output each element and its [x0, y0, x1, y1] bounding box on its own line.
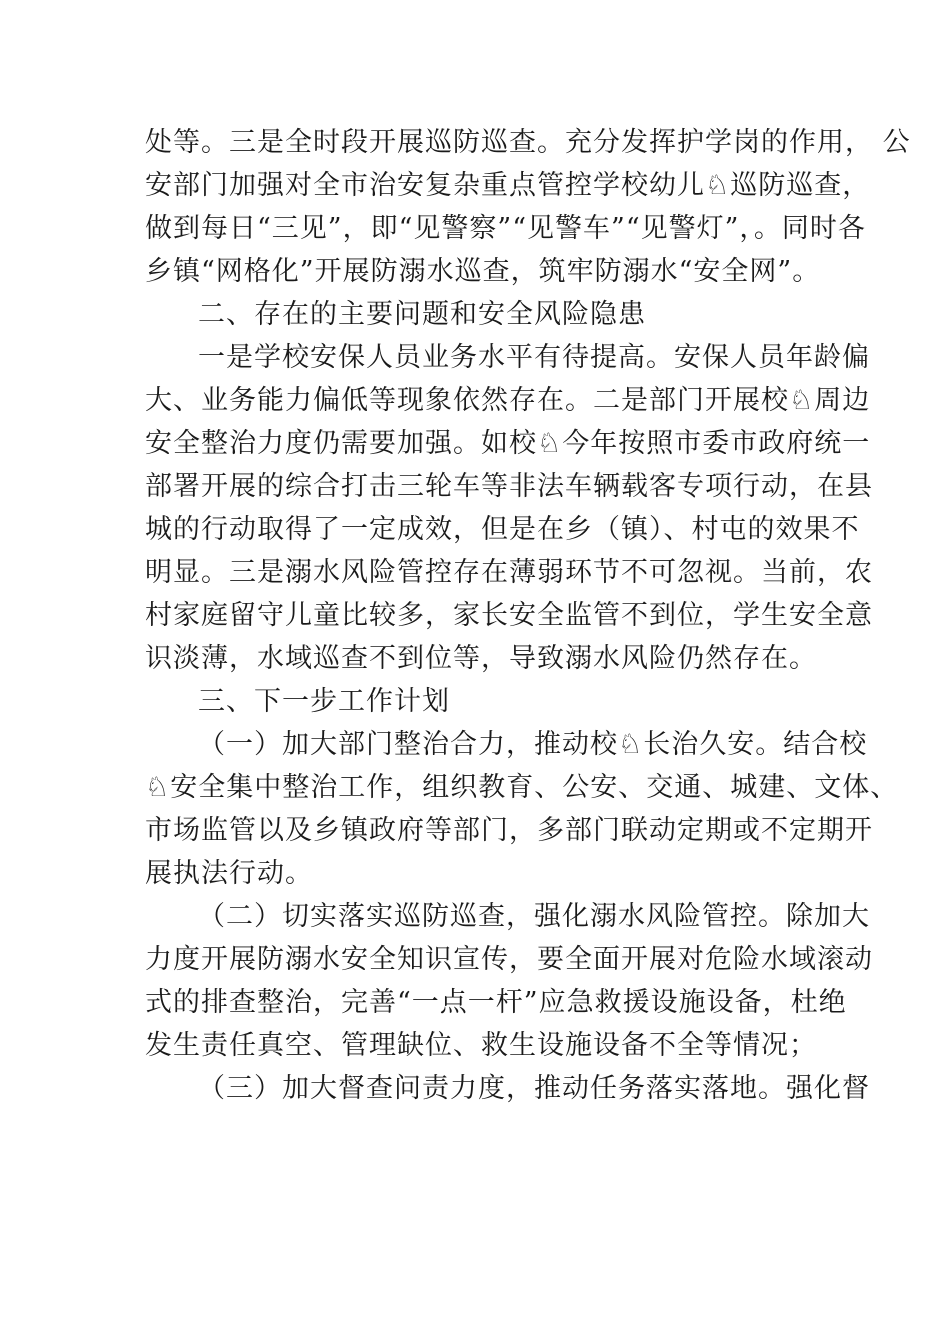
text-line: 安全整治力度仍需要加强。如校♘今年按照市委市政府统一	[145, 428, 871, 459]
text-line: 大、业务能力偏低等现象依然存在。二是部门开展校♘周边	[145, 385, 871, 416]
text-line: 部署开展的综合打击三轮车等非法车辆载客专项行动，在县	[145, 471, 873, 502]
text-line: 识淡薄，水域巡查不到位等，导致溺水风险仍然存在。	[145, 643, 817, 674]
text-line: （二）切实落实巡防巡查，强化溺水风险管控。除加大	[198, 901, 870, 932]
text-line: 式的排查整治，完善“一点一杆”应急救援设施设备，杜绝	[145, 987, 847, 1018]
text-line: 一是学校安保人员业务水平有待提高。安保人员年龄偏	[198, 342, 870, 373]
text-line: 发生责任真空、管理缺位、救生设施设备不全等情况；	[145, 1030, 817, 1061]
text-line: 力度开展防溺水安全知识宣传，要全面开展对危险水域滚动	[145, 944, 873, 975]
text-line: 展执法行动。	[145, 858, 313, 889]
text-line: 安部门加强对全市治安复杂重点管控学校幼儿♘巡防巡查，	[145, 170, 871, 201]
text-line: 市场监管以及乡镇政府等部门，多部门联动定期或不定期开	[145, 815, 873, 846]
section-heading: 三、下一步工作计划	[198, 686, 450, 717]
text-line: 城的行动取得了一定成效，但是在乡（镇）、村屯的效果不	[145, 514, 860, 545]
text-line: （一）加大部门整治合力，推动校♘长治久安。结合校	[198, 729, 868, 760]
text-line: ♘安全集中整治工作，组织教育、公安、交通、城建、文体、	[145, 772, 899, 803]
text-line: 乡镇“网格化”开展防溺水巡查，筑牢防溺水“安全网”。	[145, 256, 821, 287]
section-heading: 二、存在的主要问题和安全风险隐患	[198, 299, 646, 330]
text-line: 明显。三是溺水风险管控存在薄弱环节不可忽视。当前，农	[145, 557, 873, 588]
text-line: 村家庭留守儿童比较多，家长安全监管不到位，学生安全意	[145, 600, 873, 631]
text-line: （三）加大督查问责力度，推动任务落实落地。强化督	[198, 1073, 870, 1104]
text-line: 做到每日“三见”，即“见警察”“见警车”“见警灯”，。同时各	[145, 213, 866, 244]
text-line: 处等。三是全时段开展巡防巡查。充分发挥护学岗的作用， 公	[145, 127, 911, 158]
